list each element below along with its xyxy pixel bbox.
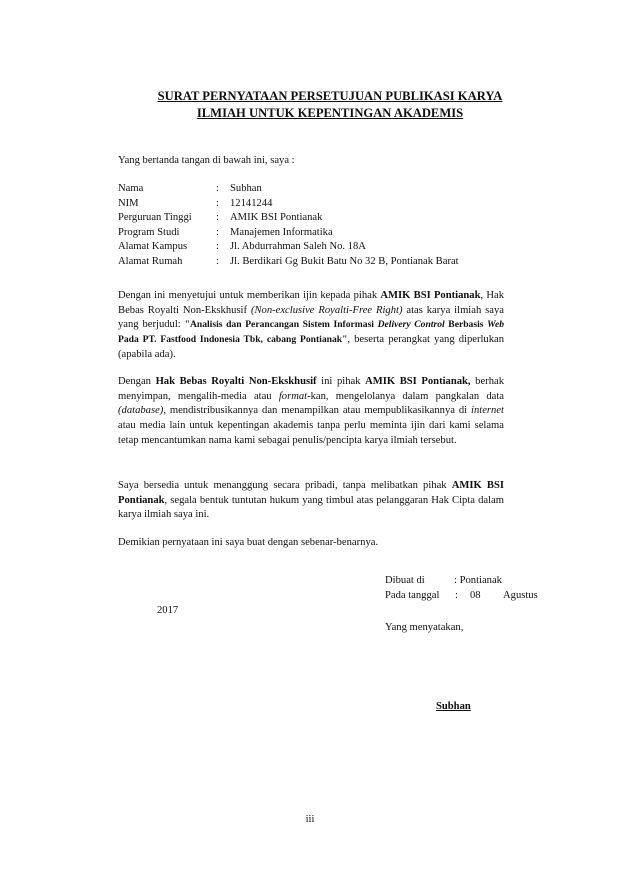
para-bold: Hak Bebas Royalti Non-Ekskhusif: [155, 376, 317, 387]
institution-name: AMIK BSI Pontianak: [118, 480, 504, 506]
page-number: iii: [305, 814, 315, 825]
quote-mark: ": [184, 319, 190, 331]
date-label: Pada tanggal: [385, 590, 440, 601]
paragraph-rights: [118, 375, 504, 449]
identity-value: 12141244: [230, 197, 273, 209]
thesis-title: Berbasis: [444, 319, 488, 331]
para-text: Saya bersedia untuk menanggung secara pribadi, tanpa melibatkan pihak: [118, 480, 452, 491]
identity-row: [118, 197, 459, 212]
para-text: atas karya ilmiah saya yang berjudul:: [118, 304, 504, 331]
title-line-1: SURAT PERNYATAAN PERSETUJUAN PUBLIKASI KARYA: [157, 89, 503, 103]
identity-row: [118, 211, 459, 226]
para-text: , Hak Bebas Royalti Non-Ekskhusif: [118, 290, 504, 316]
identity-value: Jl. Abdurrahman Saleh No. 18A: [230, 241, 366, 253]
para-text: , segala bentuk tuntutan hukum yang timbul atas pelanggaran Hak Cipta dalam karya ilmiah saya ini.: [118, 494, 504, 521]
identity-value: AMIK BSI Pontianak: [230, 212, 323, 224]
quote-mark: ": [342, 334, 348, 346]
para-text: , mendistribusikannya dan menampilkan atau mempublikasikannya di: [163, 405, 472, 417]
para-italic: (Non-exclusive Royalti-Free Right): [250, 304, 403, 316]
para-text: berhak menyimpan, mengalih-media atau: [118, 376, 505, 402]
identity-row: [118, 182, 459, 197]
thesis-title: Analisis dan Perancangan Sistem Informasi: [189, 319, 378, 331]
para-text: , beserta perangkat yang diperlukan (apabila ada).: [118, 334, 505, 360]
date-day: 08: [470, 590, 481, 601]
thesis-title-italic: Web: [487, 319, 504, 331]
made-at-value: : Pontianak: [454, 575, 502, 586]
para-italic: format: [278, 390, 308, 402]
identity-row: [118, 226, 459, 241]
identity-label: Nama: [118, 183, 144, 194]
intro-text: Yang bertanda tangan di bawah ini, saya :: [118, 155, 295, 166]
identity-label: NIM: [118, 197, 139, 209]
identity-label: Alamat Kampus: [118, 241, 188, 253]
paragraph-consent: [118, 289, 504, 363]
date-year: 2017: [157, 605, 179, 616]
para-text: Dengan: [118, 376, 156, 387]
identity-colon: :: [216, 255, 219, 267]
identity-colon: :: [216, 241, 219, 253]
identity-value: Subhan: [230, 183, 262, 194]
institution-name: AMIK BSI Pontianak,: [365, 376, 471, 387]
para-text: -kan, mengelolanya dalam pangkalan data: [307, 390, 504, 402]
para-italic: internet: [471, 405, 504, 417]
para-text: Dengan ini menyetujui untuk memberikan ijin kepada pihak: [118, 290, 381, 301]
para-text: ini pihak: [316, 376, 366, 387]
identity-colon: :: [216, 197, 219, 209]
thesis-title: Pada PT. Fastfood Indonesia Tbk, cabang Pontianak: [118, 334, 343, 346]
made-at-label: Dibuat di: [385, 575, 425, 586]
institution-name: AMIK BSI Pontianak: [380, 290, 481, 301]
paragraph-liability: [118, 479, 504, 523]
identity-label: Program Studi: [118, 226, 180, 238]
identity-label: Alamat Rumah: [118, 255, 183, 267]
identity-value: Manajemen Informatika: [230, 226, 333, 238]
document-title: [80, 88, 580, 122]
signatory-name: Subhan: [436, 701, 471, 712]
identity-row: [118, 255, 459, 270]
identity-table: [118, 182, 459, 270]
identity-colon: :: [216, 226, 219, 238]
thesis-title-italic: Delivery Control: [377, 319, 445, 331]
identity-colon: :: [216, 183, 219, 194]
para-text: atau media lain untuk kepentingan akademis tanpa perlu meminta ijin dari kami selama tetap mencantumkan nama kami sebagai penulis/pencipta karya ilmiah tersebut.: [118, 420, 504, 446]
identity-row: [118, 240, 459, 255]
paragraph-closing: Demikian pernyataan ini saya buat dengan sebenar-benarnya.: [118, 537, 379, 548]
date-colon: :: [455, 590, 458, 601]
para-italic: (database): [118, 405, 164, 417]
date-month: Agustus: [503, 590, 538, 601]
declarant-label: Yang menyatakan,: [385, 622, 464, 633]
identity-label: Perguruan Tinggi: [118, 212, 192, 224]
title-line-2: ILMIAH UNTUK KEPENTINGAN AKADEMIS: [196, 106, 464, 120]
identity-colon: :: [216, 212, 219, 224]
identity-value: Jl. Berdikari Gg Bukit Batu No 32 B, Pontianak Barat: [230, 255, 459, 267]
